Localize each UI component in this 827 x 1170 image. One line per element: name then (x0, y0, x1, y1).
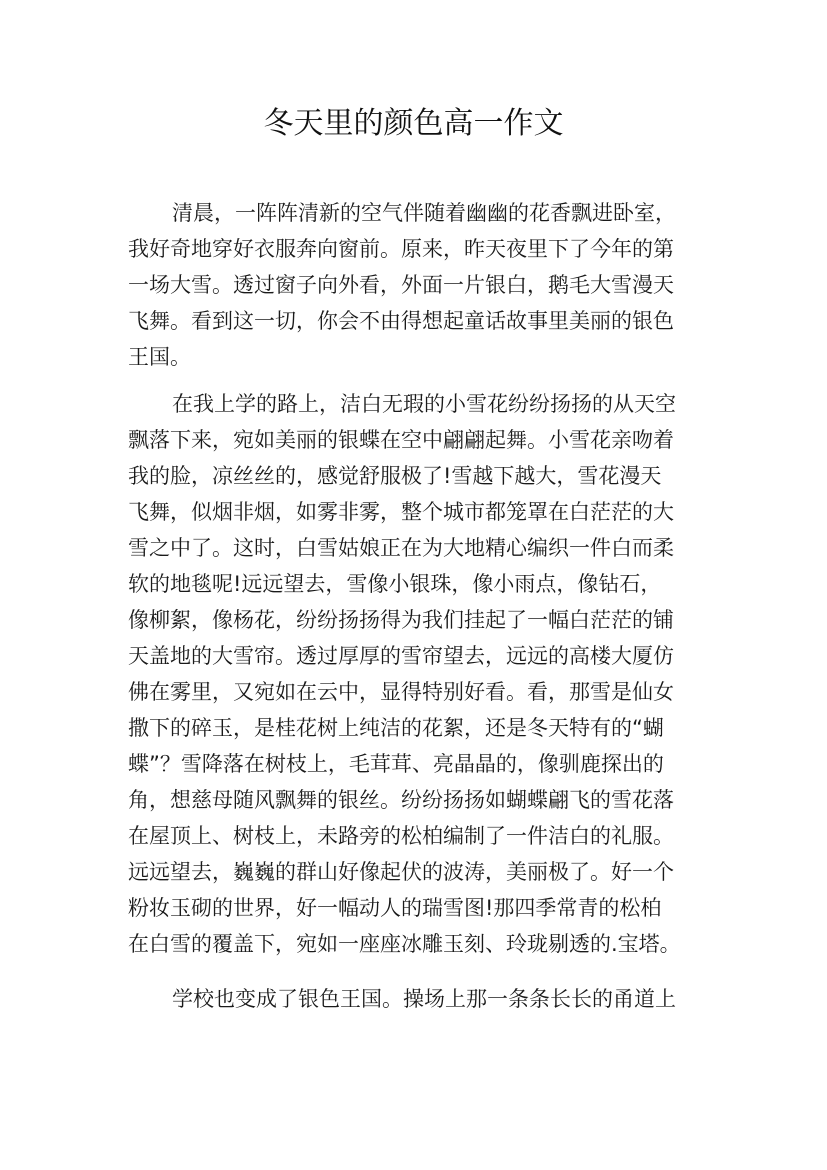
text-line: 飞舞，似烟非烟，如雾非雾，整个城市都笼罩在白茫茫的大 (128, 500, 674, 524)
text-line: 佛在雾里，又宛如在云中，显得特别好看。看，那雪是仙女 (128, 680, 674, 704)
text-line: 在我上学的路上，洁白无瑕的小雪花纷纷扬扬的从天空 (172, 392, 676, 416)
text-line: 一场大雪。透过窗子向外看，外面一片银白，鹅毛大雪漫天 (128, 273, 674, 297)
text-line: 像柳絮，像杨花，纷纷扬扬得为我们挂起了一幅白茫茫的铺 (128, 608, 674, 632)
text-line: 角，想慈母随风飘舞的银丝。纷纷扬扬如蝴蝶翩飞的雪花落 (128, 788, 674, 812)
text-line: 远远望去，巍巍的群山好像起伏的波涛，美丽极了。好一个 (128, 860, 674, 884)
text-line: 撒下的碎玉，是桂花树上纯洁的花絮，还是冬天特有的“蝴 (128, 716, 664, 740)
text-line: 王国。 (128, 345, 191, 369)
text-line: 粉妆玉砌的世界，好一幅动人的瑞雪图!那四季常青的松柏 (128, 896, 662, 920)
text-line: 天盖地的大雪帘。透过厚厚的雪帘望去，远远的高楼大厦仿 (128, 644, 674, 668)
text-line: 飞舞。看到这一切，你会不由得想起童话故事里美丽的银色 (128, 309, 674, 333)
text-line: 雪之中了。这时，白雪姑娘正在为大地精心编织一件白而柔 (128, 536, 674, 560)
text-line: 学校也变成了银色王国。操场上那一条条长长的甬道上 (172, 987, 676, 1011)
text-line: 软的地毯呢!远远望去，雪像小银珠，像小雨点，像钻石， (128, 572, 662, 596)
text-line: 在白雪的覆盖下，宛如一座座冰雕玉刻、玲珑剔透的.宝塔。 (128, 932, 681, 956)
text-line: 我的脸，凉丝丝的，感觉舒服极了!雪越下越大，雪花漫天 (128, 464, 662, 488)
text-line: 在屋顶上、树枝上，未路旁的松柏编制了一件洁白的礼服。 (128, 824, 674, 848)
text-line: 我好奇地穿好衣服奔向窗前。原来，昨天夜里下了今年的第 (128, 237, 674, 261)
document-title: 冬天里的颜色高一作文 (263, 106, 564, 141)
text-line: 清晨，一阵阵清新的空气伴随着幽幽的花香飘进卧室， (172, 201, 676, 225)
text-line: 蝶”？雪降落在树枝上，毛茸茸、亮晶晶的，像驯鹿探出的 (128, 752, 664, 776)
text-line: 飘落下来，宛如美丽的银蝶在空中翩翩起舞。小雪花亲吻着 (128, 428, 674, 452)
